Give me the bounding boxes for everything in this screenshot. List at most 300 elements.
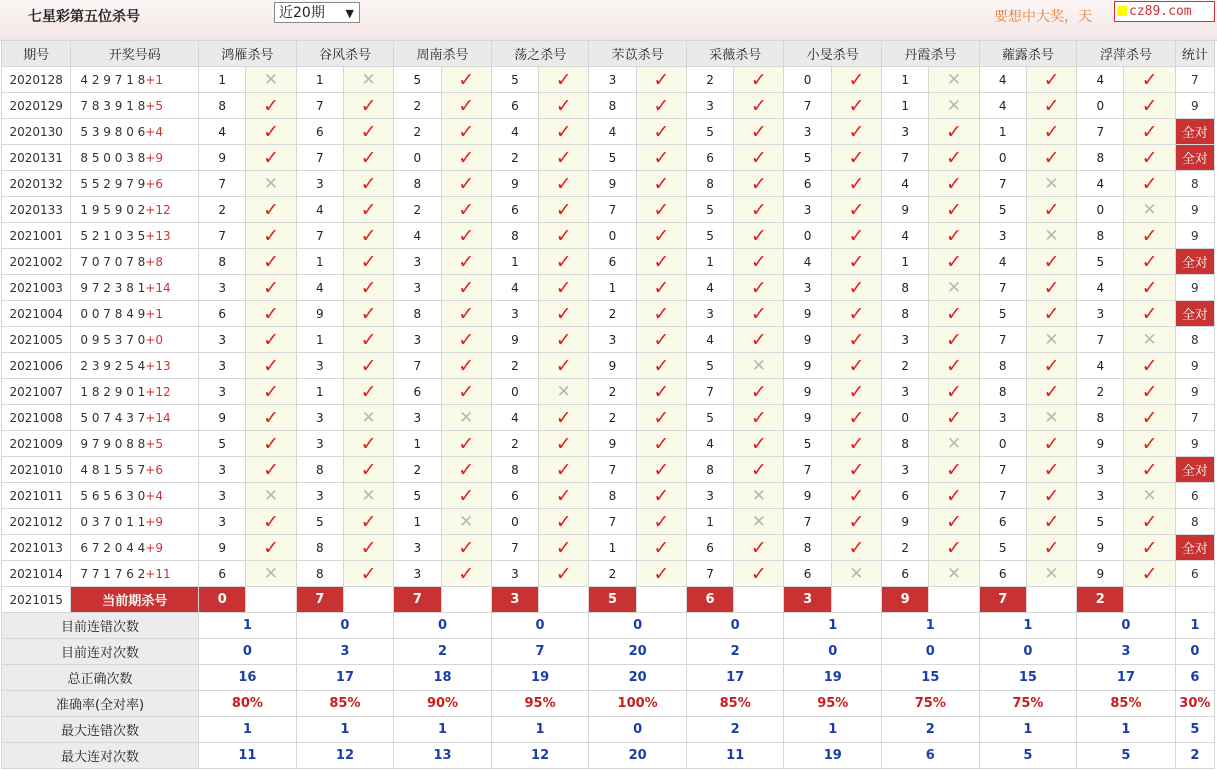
kill-value-cell: 3 — [296, 483, 343, 509]
empty-cell — [539, 587, 589, 613]
check-icon: ✓ — [750, 536, 767, 559]
kill-value-cell: 6 — [882, 483, 929, 509]
kill-value-cell: 3 — [296, 171, 343, 197]
kill-value-cell: 2 — [491, 145, 538, 171]
result-cell — [539, 509, 589, 535]
check-icon: ✓ — [750, 146, 767, 169]
kill-value-cell: 4 — [296, 275, 343, 301]
kill-value-cell: 5 — [1077, 509, 1124, 535]
kill-value-cell: 9 — [1077, 431, 1124, 457]
result-cell — [441, 93, 491, 119]
promo-text[interactable]: 要想中大奖，天 — [994, 9, 1092, 25]
draw-number-cell — [71, 93, 199, 119]
period-cell: 2021011 — [2, 483, 71, 509]
result-cell — [441, 67, 491, 93]
kill-value-cell: 8 — [394, 301, 441, 327]
check-icon: ✓ — [946, 120, 962, 143]
check-icon: ✓ — [750, 380, 767, 403]
result-cell — [1124, 171, 1175, 197]
result-cell — [831, 353, 881, 379]
check-icon: ✓ — [263, 302, 279, 325]
kill-value-cell: 7 — [979, 457, 1026, 483]
table-row — [2, 275, 1215, 301]
kill-value-cell: 5 — [199, 431, 246, 457]
kill-value-cell: 3 — [199, 327, 246, 353]
draw-number-cell — [71, 67, 199, 93]
kill-value-cell: 6 — [979, 561, 1026, 587]
result-cell — [441, 353, 491, 379]
kill-value-cell: 1 — [589, 535, 636, 561]
current-kill-label: 当前期杀号 — [71, 587, 199, 613]
kill-value-cell: 5 — [979, 197, 1026, 223]
kill-value-cell: 4 — [882, 171, 929, 197]
stat-cell: 9 — [1175, 379, 1214, 405]
check-icon: ✓ — [750, 172, 767, 195]
stats-value: 95% — [491, 691, 589, 717]
result-cell — [343, 67, 393, 93]
draw-plus: +12 — [145, 202, 171, 217]
check-icon: ✓ — [848, 354, 865, 377]
stats-value: 2 — [686, 717, 784, 743]
result-cell — [1026, 509, 1076, 535]
stats-value: 75% — [882, 691, 980, 717]
result-cell — [636, 275, 686, 301]
empty-cell — [734, 587, 784, 613]
kill-value-cell: 8 — [589, 483, 636, 509]
check-icon: ✓ — [653, 302, 670, 325]
kill-value-cell: 6 — [491, 93, 538, 119]
current-kill-value: 7 — [394, 587, 441, 613]
result-cell — [441, 275, 491, 301]
draw-digits: 5 5 2 9 7 9 — [80, 176, 146, 191]
kill-value-cell: 2 — [394, 119, 441, 145]
result-cell — [1026, 275, 1076, 301]
check-icon: ✓ — [555, 120, 572, 143]
draw-plus: +11 — [145, 566, 171, 581]
stats-value: 20 — [589, 743, 687, 769]
result-cell — [734, 301, 784, 327]
check-icon: ✓ — [555, 484, 572, 507]
kill-value-cell: 4 — [686, 327, 733, 353]
kill-value-cell: 5 — [784, 431, 831, 457]
cross-icon: ✕ — [1044, 563, 1059, 584]
result-cell — [831, 561, 881, 587]
check-icon: ✓ — [458, 562, 475, 585]
result-cell — [343, 145, 393, 171]
result-cell — [441, 301, 491, 327]
stat-cell: 7 — [1175, 67, 1214, 93]
table-row — [2, 379, 1215, 405]
table-row — [2, 145, 1215, 171]
kill-value-cell: 3 — [394, 249, 441, 275]
stats-label: 目前连错次数 — [2, 613, 199, 639]
kill-value-cell: 8 — [979, 353, 1026, 379]
result-cell — [539, 483, 589, 509]
stats-value: 17 — [1077, 665, 1176, 691]
stats-row — [2, 613, 1215, 639]
check-icon: ✓ — [1043, 302, 1060, 325]
kill-value-cell: 0 — [882, 405, 929, 431]
kill-value-cell: 4 — [394, 223, 441, 249]
kill-value-cell: 1 — [296, 379, 343, 405]
check-icon: ✓ — [653, 510, 670, 533]
kill-value-cell: 3 — [686, 301, 733, 327]
result-cell — [441, 535, 491, 561]
stats-value: 5 — [1077, 743, 1176, 769]
result-cell — [1026, 561, 1076, 587]
kill-value-cell: 3 — [394, 405, 441, 431]
kill-value-cell: 1 — [296, 67, 343, 93]
kill-value-cell: 8 — [296, 457, 343, 483]
kill-value-cell: 1 — [882, 93, 929, 119]
kill-value-cell: 6 — [296, 119, 343, 145]
check-icon: ✓ — [360, 250, 377, 273]
stats-value: 13 — [394, 743, 492, 769]
check-icon: ✓ — [750, 68, 767, 91]
stat-cell: 6 — [1175, 561, 1214, 587]
stats-value: 80% — [199, 691, 297, 717]
draw-plus: +0 — [145, 332, 163, 347]
result-cell — [1124, 327, 1175, 353]
stats-value: 1 — [979, 613, 1077, 639]
result-cell — [343, 171, 393, 197]
check-icon: ✓ — [653, 250, 670, 273]
draw-plus: +6 — [145, 176, 163, 191]
kill-value-cell: 8 — [199, 93, 246, 119]
kill-value-cell: 5 — [784, 145, 831, 171]
period-cell: 2021013 — [2, 535, 71, 561]
header-expert: 浮萍杀号 — [1077, 41, 1176, 67]
check-icon: ✓ — [1141, 302, 1158, 325]
cross-icon: ✕ — [361, 69, 376, 90]
check-icon: ✓ — [1043, 484, 1060, 507]
result-cell — [929, 431, 979, 457]
stats-value: 0 — [394, 613, 492, 639]
result-cell — [539, 327, 589, 353]
cross-icon: ✕ — [263, 563, 279, 584]
result-cell — [246, 223, 296, 249]
cross-icon: ✕ — [1142, 485, 1157, 506]
draw-plus: +9 — [145, 150, 163, 165]
draw-digits: 7 7 1 7 6 2 — [80, 566, 146, 581]
check-icon: ✓ — [458, 146, 475, 169]
result-cell — [343, 301, 393, 327]
result-cell — [1124, 457, 1175, 483]
empty-cell — [246, 587, 296, 613]
result-cell — [929, 93, 979, 119]
kill-value-cell: 3 — [882, 379, 929, 405]
result-cell — [1124, 353, 1175, 379]
check-icon: ✓ — [653, 276, 670, 299]
stats-value: 1 — [882, 613, 980, 639]
cross-icon: ✕ — [751, 511, 766, 532]
kill-value-cell: 6 — [979, 509, 1026, 535]
check-icon: ✓ — [653, 406, 670, 429]
kill-value-cell: 7 — [1077, 327, 1124, 353]
stats-value: 6 — [882, 743, 980, 769]
draw-digits: 6 7 2 0 4 4 — [80, 540, 146, 555]
kill-value-cell: 1 — [882, 67, 929, 93]
kill-value-cell: 3 — [686, 483, 733, 509]
kill-value-cell: 3 — [394, 327, 441, 353]
result-cell — [343, 379, 393, 405]
kill-value-cell: 8 — [589, 93, 636, 119]
cross-icon: ✕ — [849, 563, 864, 584]
result-cell — [929, 171, 979, 197]
stats-total: 0 — [1175, 639, 1214, 665]
check-icon: ✓ — [1043, 68, 1060, 91]
result-cell — [1026, 145, 1076, 171]
header-expert: 蕹露杀号 — [979, 41, 1077, 67]
kill-value-cell: 4 — [491, 275, 538, 301]
kill-value-cell: 4 — [1077, 353, 1124, 379]
check-icon: ✓ — [555, 510, 572, 533]
kill-value-cell: 5 — [686, 353, 733, 379]
kill-value-cell: 9 — [491, 327, 538, 353]
result-cell — [539, 145, 589, 171]
stats-value: 0 — [1077, 613, 1176, 639]
kill-value-cell: 7 — [979, 275, 1026, 301]
result-cell — [441, 561, 491, 587]
kill-value-cell: 3 — [882, 327, 929, 353]
check-icon: ✓ — [750, 562, 767, 585]
result-cell — [929, 145, 979, 171]
stats-total: 2 — [1175, 743, 1214, 769]
stats-value: 0 — [784, 639, 882, 665]
check-icon: ✓ — [263, 432, 279, 455]
result-cell — [343, 249, 393, 275]
check-icon: ✓ — [653, 172, 670, 195]
kill-value-cell: 4 — [491, 405, 538, 431]
result-cell — [929, 379, 979, 405]
draw-digits: 7 8 3 9 1 8 — [80, 98, 146, 113]
result-cell — [246, 561, 296, 587]
result-cell — [246, 353, 296, 379]
result-cell — [734, 119, 784, 145]
stat-cell: 全对 — [1175, 119, 1214, 145]
stats-value: 2 — [394, 639, 492, 665]
draw-digits: 7 0 7 0 7 8 — [80, 254, 146, 269]
result-cell — [636, 431, 686, 457]
draw-number-cell — [71, 249, 199, 275]
check-icon: ✓ — [1141, 510, 1158, 533]
result-cell — [343, 483, 393, 509]
draw-plus: +14 — [145, 410, 171, 425]
kill-value-cell: 2 — [686, 67, 733, 93]
stats-total: 5 — [1175, 717, 1214, 743]
kill-value-cell: 9 — [882, 509, 929, 535]
result-cell — [343, 275, 393, 301]
kill-value-cell: 4 — [882, 223, 929, 249]
cross-icon: ✕ — [946, 563, 962, 584]
result-cell — [636, 119, 686, 145]
check-icon: ✓ — [1043, 250, 1060, 273]
draw-plus: +1 — [145, 72, 163, 87]
kill-value-cell: 8 — [979, 379, 1026, 405]
result-cell — [831, 223, 881, 249]
draw-plus: +8 — [145, 254, 163, 269]
draw-number-cell — [71, 431, 199, 457]
stats-value: 0 — [491, 613, 589, 639]
current-kill-row — [2, 587, 1215, 613]
check-icon: ✓ — [555, 432, 572, 455]
result-cell — [1026, 535, 1076, 561]
check-icon: ✓ — [653, 224, 670, 247]
result-cell — [831, 275, 881, 301]
stats-value: 17 — [686, 665, 784, 691]
check-icon: ✓ — [848, 510, 865, 533]
kill-value-cell: 8 — [686, 457, 733, 483]
kill-value-cell: 9 — [199, 145, 246, 171]
check-icon: ✓ — [263, 380, 279, 403]
kill-value-cell: 0 — [1077, 93, 1124, 119]
kill-value-cell: 4 — [491, 119, 538, 145]
table-row — [2, 535, 1215, 561]
result-cell — [246, 119, 296, 145]
kill-value-cell: 6 — [882, 561, 929, 587]
kill-value-cell: 9 — [589, 171, 636, 197]
kill-value-cell: 7 — [979, 171, 1026, 197]
draw-digits: 1 9 5 9 0 2 — [80, 202, 146, 217]
result-cell — [343, 353, 393, 379]
kill-value-cell: 7 — [686, 561, 733, 587]
kill-value-cell: 4 — [979, 249, 1026, 275]
draw-number-cell — [71, 275, 199, 301]
check-icon: ✓ — [848, 328, 865, 351]
draw-number-cell — [71, 535, 199, 561]
result-cell — [539, 301, 589, 327]
draw-plus: +4 — [145, 488, 163, 503]
draw-plus: +4 — [145, 124, 163, 139]
check-icon: ✓ — [1141, 250, 1158, 273]
current-kill-value: 5 — [589, 587, 636, 613]
stats-value: 12 — [491, 743, 589, 769]
check-icon: ✓ — [750, 224, 767, 247]
result-cell — [734, 431, 784, 457]
result-cell — [343, 457, 393, 483]
period-cell: 2020132 — [2, 171, 71, 197]
period-cell: 2021006 — [2, 353, 71, 379]
cross-icon: ✕ — [751, 485, 766, 506]
kill-value-cell: 1 — [394, 509, 441, 535]
result-cell — [246, 145, 296, 171]
stats-value: 18 — [394, 665, 492, 691]
result-cell — [831, 119, 881, 145]
kill-value-cell: 3 — [199, 353, 246, 379]
stats-row — [2, 639, 1215, 665]
result-cell — [441, 327, 491, 353]
kill-value-cell: 3 — [979, 405, 1026, 431]
kill-value-cell: 9 — [1077, 535, 1124, 561]
header-expert: 谷风杀号 — [296, 41, 394, 67]
check-icon: ✓ — [653, 458, 670, 481]
kill-value-cell: 7 — [199, 171, 246, 197]
stats-value: 1 — [199, 717, 297, 743]
draw-digits: 0 0 7 8 4 9 — [80, 306, 146, 321]
kill-value-cell: 1 — [296, 249, 343, 275]
result-cell — [929, 197, 979, 223]
result-cell — [1124, 535, 1175, 561]
check-icon: ✓ — [946, 146, 962, 169]
cross-icon: ✕ — [1044, 407, 1059, 428]
result-cell — [831, 171, 881, 197]
kill-value-cell: 6 — [491, 197, 538, 223]
check-icon: ✓ — [1141, 94, 1158, 117]
result-cell — [636, 327, 686, 353]
stats-value: 17 — [296, 665, 394, 691]
period-select[interactable] — [274, 2, 360, 23]
check-icon: ✓ — [750, 276, 767, 299]
check-icon: ✓ — [750, 94, 767, 117]
kill-value-cell: 0 — [784, 223, 831, 249]
kill-value-cell: 3 — [589, 67, 636, 93]
kill-value-cell: 3 — [1077, 301, 1124, 327]
kill-value-cell: 9 — [589, 353, 636, 379]
result-cell — [734, 457, 784, 483]
table-row — [2, 509, 1215, 535]
kill-value-cell: 9 — [882, 197, 929, 223]
result-cell — [441, 509, 491, 535]
result-cell — [929, 405, 979, 431]
stat-cell: 9 — [1175, 93, 1214, 119]
draw-plus: +5 — [145, 436, 163, 451]
stats-value: 0 — [589, 717, 687, 743]
stats-total: 6 — [1175, 665, 1214, 691]
stat-cell: 7 — [1175, 405, 1214, 431]
draw-plus: +12 — [145, 384, 171, 399]
check-icon: ✓ — [263, 224, 279, 247]
result-cell — [636, 249, 686, 275]
stats-label: 最大连错次数 — [2, 717, 199, 743]
draw-number-cell — [71, 379, 199, 405]
kill-value-cell: 8 — [882, 275, 929, 301]
check-icon: ✓ — [360, 146, 377, 169]
result-cell — [1026, 353, 1076, 379]
kill-value-cell: 5 — [979, 535, 1026, 561]
check-icon: ✓ — [555, 406, 572, 429]
result-cell — [636, 509, 686, 535]
kill-value-cell: 7 — [589, 197, 636, 223]
cross-icon: ✕ — [1142, 199, 1157, 220]
kill-value-cell: 3 — [296, 405, 343, 431]
draw-number-cell — [71, 301, 199, 327]
kill-value-cell: 5 — [979, 301, 1026, 327]
check-icon: ✓ — [848, 484, 865, 507]
result-cell — [1124, 561, 1175, 587]
kill-value-cell: 3 — [491, 561, 538, 587]
draw-number-cell — [71, 327, 199, 353]
check-icon: ✓ — [750, 302, 767, 325]
table-row — [2, 301, 1215, 327]
result-cell — [441, 197, 491, 223]
kill-value-cell: 4 — [979, 93, 1026, 119]
result-cell — [636, 353, 686, 379]
cross-icon: ✕ — [361, 485, 376, 506]
header-expert: 荡之杀号 — [491, 41, 589, 67]
result-cell — [831, 327, 881, 353]
kill-value-cell: 4 — [979, 67, 1026, 93]
check-icon: ✓ — [946, 484, 962, 507]
kill-value-cell: 9 — [199, 535, 246, 561]
kill-value-cell: 4 — [199, 119, 246, 145]
kill-value-cell: 0 — [979, 145, 1026, 171]
kill-value-cell: 9 — [784, 301, 831, 327]
site-logo[interactable] — [1114, 1, 1215, 22]
result-cell — [1124, 301, 1175, 327]
kill-value-cell: 8 — [296, 561, 343, 587]
check-icon: ✓ — [848, 432, 865, 455]
stats-value: 3 — [1077, 639, 1176, 665]
